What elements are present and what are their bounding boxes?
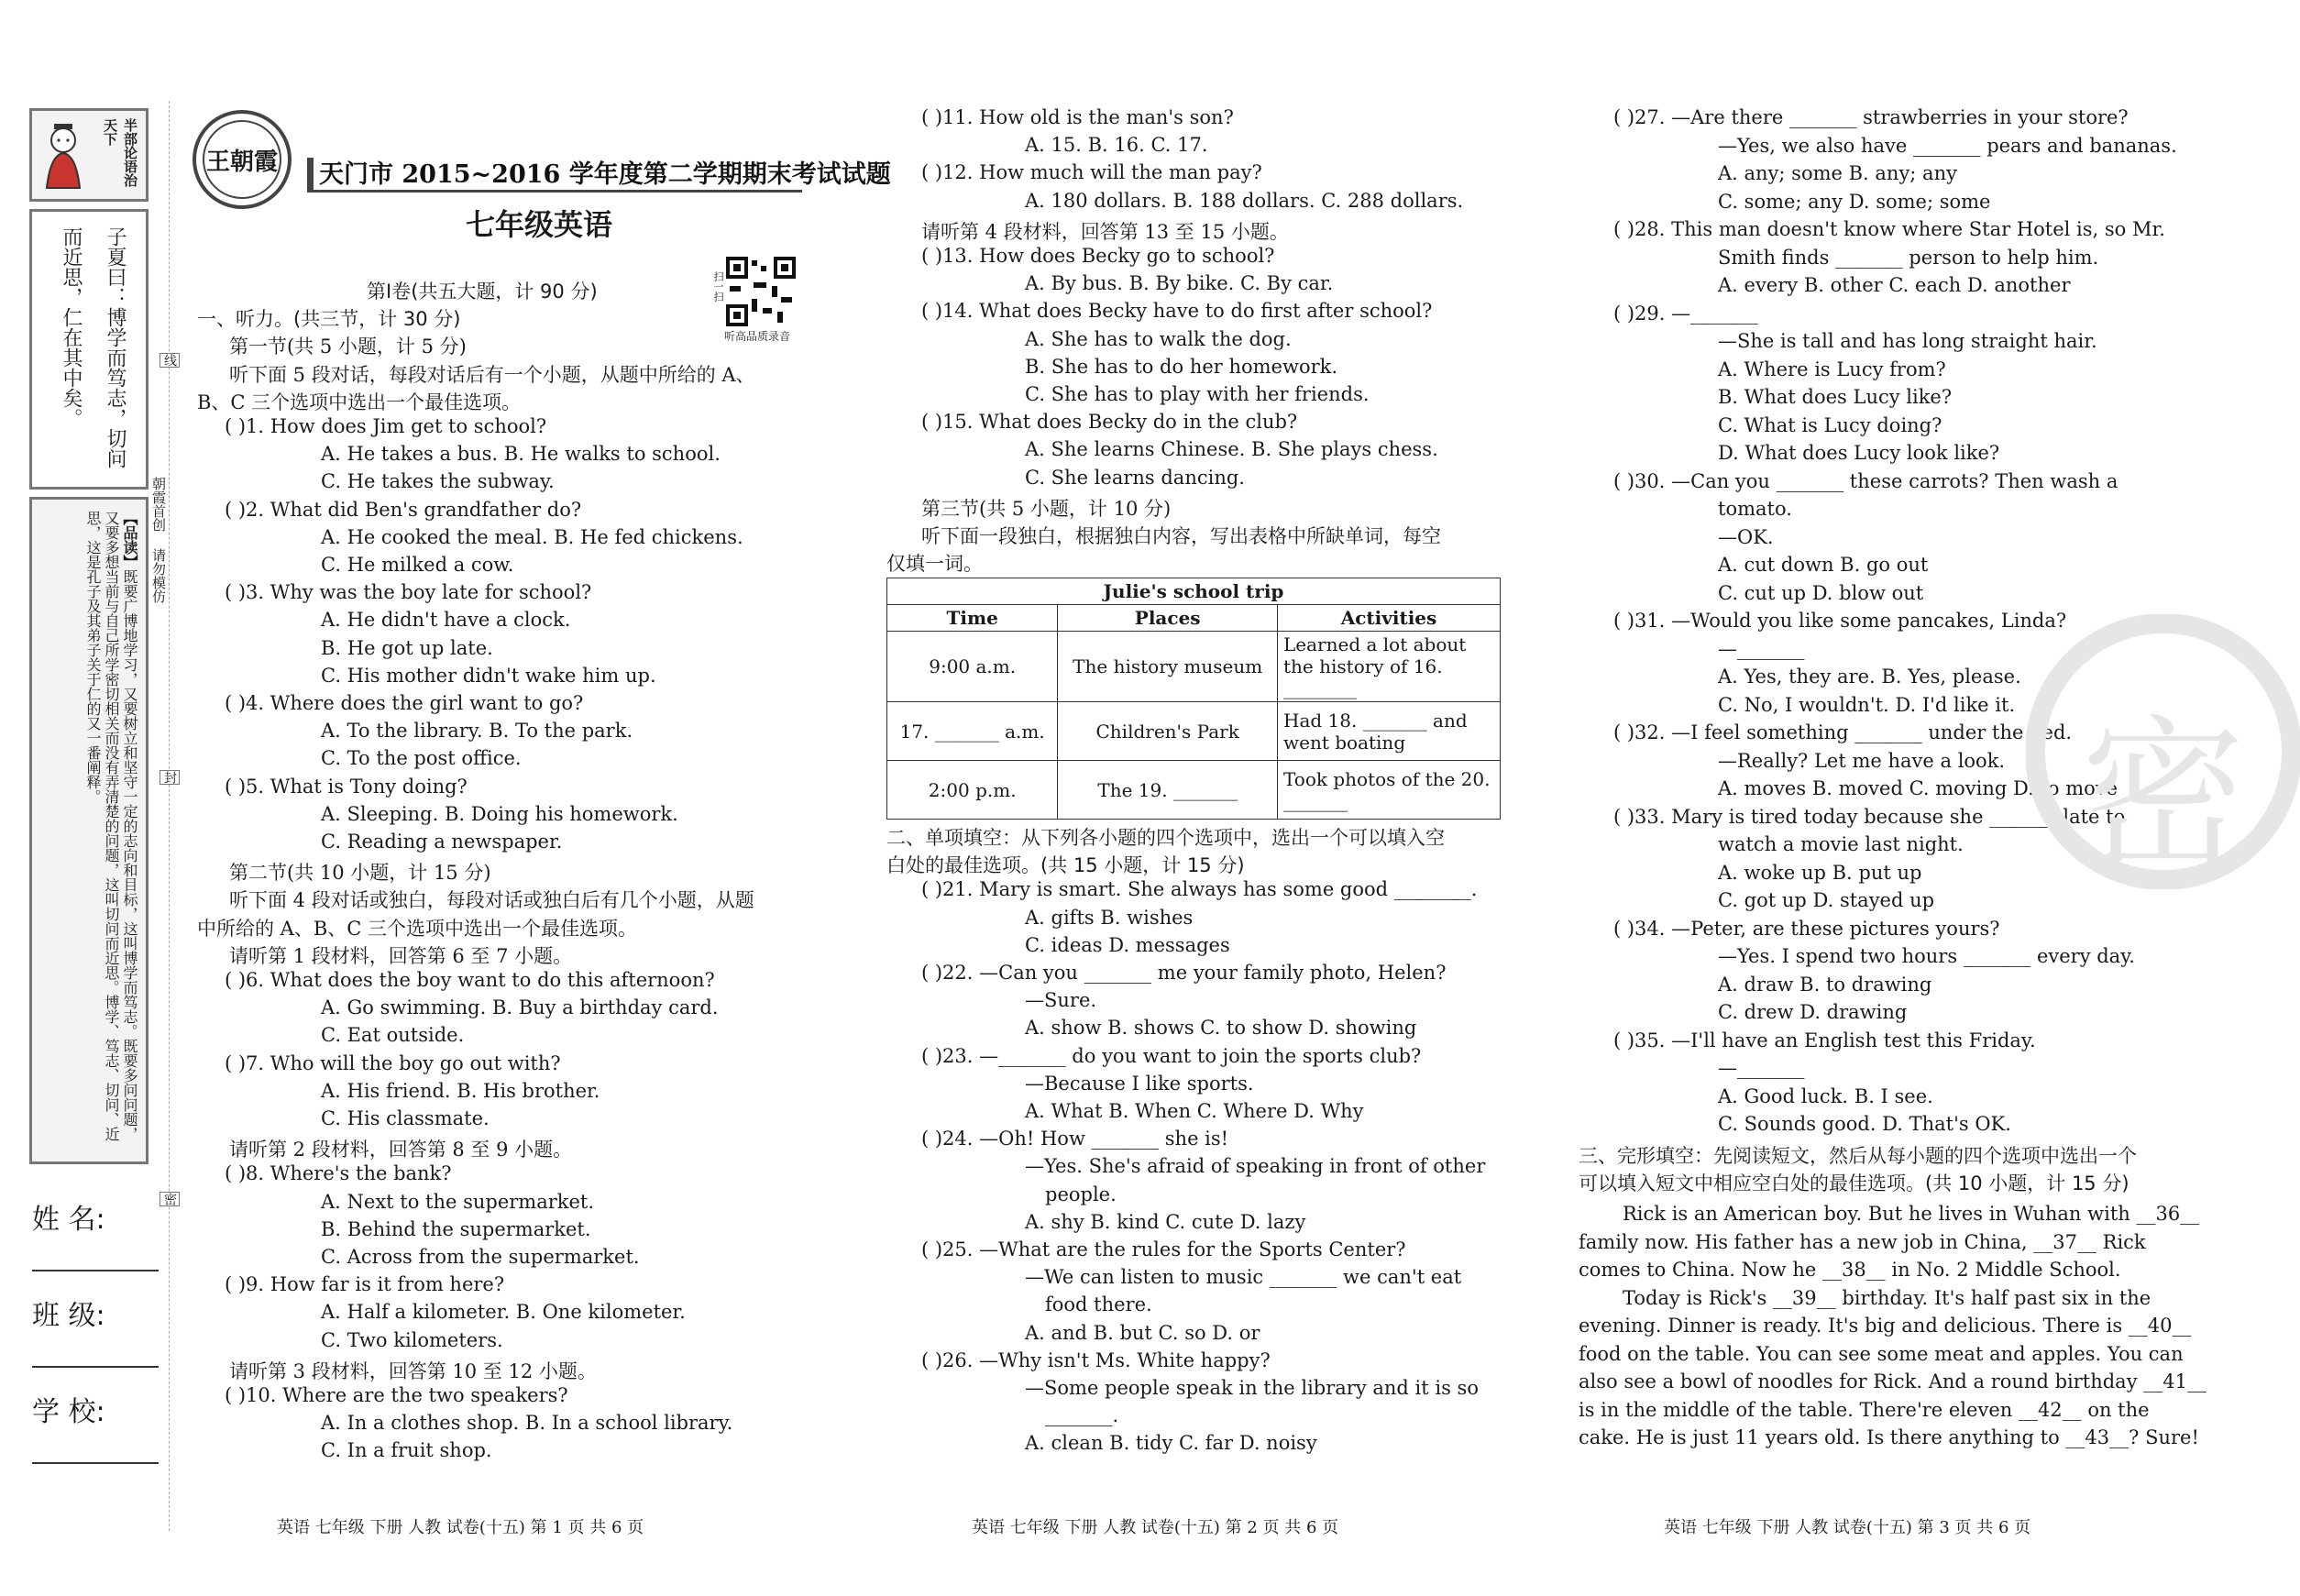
question-line[interactable]: ( )5. What is Tony doing? — [225, 775, 468, 798]
top-badge — [29, 108, 149, 202]
text-line: 请听第 1 段材料，回答第 6 至 7 小题。 — [229, 944, 573, 967]
text-line: C. He takes the subway. — [321, 470, 555, 493]
passage-line: evening. Dinner is ready. It's big and delicious. There is __40__ — [1579, 1315, 2192, 1337]
passage-line: family now. His father has a new job in China, __37__ Rick — [1579, 1230, 2146, 1253]
table-header: Activities — [1278, 605, 1501, 632]
table-cell-blank-18[interactable]: Had 18. _______ and went boating — [1278, 702, 1501, 761]
side-note: 朝霞首创 请勿模仿 — [150, 477, 167, 603]
margin-mark-2: 封 — [160, 770, 180, 785]
text-line: A. cut down B. go out — [1718, 554, 1929, 576]
text-line: 请听第 3 段材料，回答第 10 至 12 小题。 — [229, 1359, 597, 1382]
margin-mark-1: 线 — [160, 353, 180, 368]
passage-line: food on the table. You can see some meat and apples. You can — [1579, 1342, 2184, 1365]
trip-table — [886, 578, 1501, 820]
section-heading: 一、听力。(共三节，计 30 分) — [197, 308, 461, 331]
qr-side-text: 扫一扫 — [712, 271, 724, 302]
table-header: Places — [1058, 605, 1278, 632]
text-line: —Sure. — [1025, 989, 1097, 1012]
table-title: Julie's school trip — [887, 578, 1501, 605]
text-line: C. He milked a cow. — [321, 554, 514, 576]
table-cell: The history museum — [1058, 632, 1278, 702]
text-line: D. What does Lucy look like? — [1718, 442, 2000, 464]
quote-main: 子夏曰：博学而笃志，切问 — [104, 226, 127, 468]
text-line: C. In a fruit shop. — [321, 1439, 492, 1462]
question-line[interactable]: ( )24. —Oh! How _______ she is! — [921, 1128, 1229, 1150]
table-cell: 2:00 p.m. — [887, 761, 1058, 820]
comment-box — [29, 497, 149, 1164]
text-line: A. What B. When C. Where D. Why — [1025, 1100, 1364, 1122]
text-line: C. Eat outside. — [321, 1024, 465, 1047]
text-line: A. His friend. B. His brother. — [321, 1079, 600, 1102]
table-cell: 9:00 a.m. — [887, 632, 1058, 702]
text-line: A. He takes a bus. B. He walks to school. — [321, 443, 721, 466]
exam-title: 天门市 2015~2016 学年度第二学期期末考试试题 — [314, 154, 897, 190]
comment-body: 既要广博地学习，又要树立和坚守一定的志向和目标，这叫博学而笃志。既要多问问题，又要多想当前与自己所学密切相关而没有弄清楚的问题，这叫切问而近思。博学、笃志、切问、近思，这是孔子及其弟子关于仁的又一番阐释。 — [84, 511, 138, 1141]
question-line[interactable]: ( )7. Who will the boy go out with? — [225, 1051, 561, 1074]
text-line: C. Sounds good. D. That's OK. — [1718, 1113, 2011, 1135]
question-line[interactable]: ( )21. Mary is smart. She always has some good ________. — [921, 878, 1478, 901]
text-line: 请听第 4 段材料，回答第 13 至 15 小题。 — [921, 220, 1289, 243]
text-line: 第二节(共 10 小题，计 15 分) — [229, 862, 491, 885]
text-line: C. cut up D. blow out — [1718, 581, 1924, 604]
text-line: A. show B. shows C. to show D. showing — [1025, 1017, 1417, 1040]
qr-code-icon[interactable] — [726, 257, 796, 326]
name-field[interactable] — [32, 1270, 159, 1271]
text-line: A. Go swimming. B. Buy a birthday card. — [321, 996, 719, 1019]
text-line: —She is tall and has long straight hair. — [1718, 330, 2097, 352]
text-line: —_______ — [1718, 637, 1805, 660]
text-line: 第一节(共 5 小题，计 5 分) — [229, 336, 467, 358]
question-line[interactable]: ( )6. What does the boy want to do this afternoon? — [225, 969, 715, 991]
confucius-icon — [38, 120, 89, 190]
text-line: —Yes. She's afraid of speaking in front of other — [1025, 1155, 1486, 1178]
text-line: A. Next to the supermarket. — [321, 1190, 595, 1213]
text-line: A. Half a kilometer. B. One kilometer. — [321, 1301, 686, 1324]
text-line: C. She has to play with her friends. — [1025, 383, 1370, 405]
text-line: A. and B. but C. so D. or — [1025, 1321, 1260, 1344]
passage-line: Rick is an American boy. But he lives in Wuhan with __36__ — [1623, 1203, 2200, 1225]
question-line[interactable]: ( )9. How far is it from here? — [225, 1273, 505, 1296]
question-line[interactable]: ( )29. —_______ — [1613, 302, 1758, 325]
table-cell-blank-20[interactable]: Took photos of the 20. _______ — [1278, 761, 1501, 820]
text-line: 中所给的 A、B、C 三个选项中选出一个最佳选项。 — [197, 917, 638, 940]
comment-label: 【品读】 — [121, 511, 138, 569]
text-line: _______. — [1045, 1404, 1119, 1427]
text-line: 听下面 5 段对话，每段对话后有一个小题，从题中所给的 A、 — [229, 363, 755, 386]
table-header: Time — [887, 605, 1058, 632]
passage-line: is in the middle of the table. There're eleven __42__ on the — [1579, 1398, 2150, 1421]
text-line: food there. — [1045, 1293, 1152, 1316]
text-line: A. She learns Chinese. B. She plays chess. — [1025, 438, 1438, 461]
text-line: C. Reading a newspaper. — [321, 831, 563, 853]
table-cell-blank-17[interactable]: 17. _______ a.m. — [887, 702, 1058, 761]
quote-cont: 而近思，仁在其中矣。 — [60, 226, 83, 428]
text-line: —OK. — [1718, 525, 1774, 548]
question-line[interactable]: ( )2. What did Ben's grandfather do? — [225, 498, 582, 521]
text-line: C. To the post office. — [321, 747, 522, 770]
text-line: A. 15. B. 16. C. 17. — [1025, 134, 1208, 157]
brand-logo — [191, 108, 293, 211]
footer-page-3: 英语 七年级 下册 人教 试卷(十五) 第 3 页 共 6 页 — [1664, 1518, 2031, 1537]
text-line: A. Yes, they are. B. Yes, please. — [1718, 666, 2021, 688]
comment-text — [83, 511, 138, 1152]
text-line: A. Good luck. B. I see. — [1718, 1084, 1933, 1107]
question-line[interactable]: ( )31. —Would you like some pancakes, Linda? — [1613, 610, 2067, 632]
margin-mark-3: 密 — [160, 1192, 180, 1206]
section-heading: 可以填入短文中相应空白处的最佳选项。(共 10 小题，计 15 分) — [1579, 1172, 2129, 1194]
text-line: 听下面一段独白，根据独白内容，写出表格中所缺单词，每空 — [921, 525, 1441, 547]
text-line: 第三节(共 5 小题，计 10 分) — [921, 497, 1172, 520]
question-line[interactable]: ( )28. This man doesn't know where Star Hotel is, so Mr. — [1613, 218, 2165, 240]
text-line: A. By bus. B. By bike. C. By car. — [1025, 272, 1334, 295]
passage-line: also see a bowl of noodles for Rick. And a round birthday __41__ — [1579, 1370, 2206, 1392]
text-line: Smith finds _______ person to help him. — [1718, 246, 2099, 269]
text-line: 仅填一词。 — [886, 553, 983, 576]
text-line: C. What is Lucy doing? — [1718, 413, 1942, 436]
question-line[interactable]: ( )25. —What are the rules for the Sports Center? — [921, 1238, 1406, 1260]
text-line: A. He cooked the meal. B. He fed chickens. — [321, 525, 743, 548]
text-line: —Yes, we also have _______ pears and bananas. — [1718, 134, 2177, 157]
passage-line: comes to China. Now he __38__ in No. 2 Middle School. — [1579, 1259, 2121, 1281]
question-line[interactable]: ( )11. How old is the man's son? — [921, 106, 1234, 128]
text-line: A. He didn't have a clock. — [321, 609, 571, 632]
table-cell-blank-19[interactable]: The 19. _______ — [1058, 761, 1278, 820]
section-heading: 白处的最佳选项。(共 15 小题，计 15 分) — [886, 854, 1245, 877]
class-field[interactable] — [32, 1366, 159, 1368]
text-line: A. shy B. kind C. cute D. lazy — [1025, 1210, 1306, 1233]
watermark-seal-icon — [2026, 614, 2300, 893]
text-line: A. To the library. B. To the park. — [321, 720, 633, 743]
section-heading: 二、单项填空：从下列各小题的四个选项中，选出一个可以填入空 — [886, 827, 1445, 849]
text-line: A. draw B. to drawing — [1718, 973, 1932, 996]
text-line: C. No, I wouldn't. D. I'd like it. — [1718, 693, 2016, 716]
text-line: B. He got up late. — [321, 636, 493, 659]
text-line: —Because I like sports. — [1025, 1072, 1254, 1095]
class-label: 班 级: — [32, 1300, 105, 1332]
question-line[interactable]: ( )26. —Why isn't Ms. White happy? — [921, 1348, 1271, 1371]
text-line: A. Sleeping. B. Doing his homework. — [321, 802, 678, 825]
text-line: A. any; some B. any; any — [1718, 162, 1957, 184]
question-line[interactable]: ( )13. How does Becky go to school? — [921, 245, 1275, 267]
text-line: B、C 三个选项中选出一个最佳选项。 — [197, 391, 522, 413]
cut-line — [169, 101, 170, 1531]
question-line[interactable]: ( )4. Where does the girl want to go? — [225, 692, 584, 714]
question-line[interactable]: ( )35. —I'll have an English test this Friday. — [1613, 1029, 2036, 1051]
question-line[interactable]: ( )14. What does Becky have to do first after school? — [921, 300, 1433, 323]
text-line: A. moves B. moved C. moving D. to move — [1718, 777, 2118, 799]
question-line[interactable]: ( )34. —Peter, are these pictures yours? — [1613, 917, 2000, 940]
quote-box — [29, 209, 149, 490]
question-line[interactable]: ( )22. —Can you _______ me your family photo, Helen? — [921, 962, 1447, 984]
text-line: —Yes. I spend two hours _______ every day. — [1718, 945, 2135, 967]
question-line[interactable]: ( )12. How much will the man pay? — [921, 161, 1262, 184]
text-line: tomato. — [1718, 498, 1792, 520]
question-line[interactable]: ( )15. What does Becky do in the club? — [921, 411, 1298, 434]
question-line[interactable]: ( )3. Why was the boy late for school? — [225, 581, 592, 604]
left-strip — [29, 108, 149, 1162]
question-line[interactable]: ( )23. —_______ do you want to join the sports club? — [921, 1044, 1422, 1067]
footer-page-1: 英语 七年级 下册 人教 试卷(十五) 第 1 页 共 6 页 — [277, 1518, 644, 1537]
question-line[interactable]: ( )30. —Can you _______ these carrots? Then wash a — [1613, 469, 2118, 492]
section-heading: 第Ⅰ卷(共五大题，计 90 分) — [367, 281, 598, 303]
table-cell: Children's Park — [1058, 702, 1278, 761]
brand-name: 王朝霞 — [205, 149, 278, 176]
name-label: 姓 名: — [32, 1204, 105, 1236]
text-line: —We can listen to music _______ we can't eat — [1025, 1266, 1462, 1289]
text-line: A. woke up B. put up — [1718, 861, 1922, 884]
text-line: —_______ — [1718, 1057, 1805, 1079]
question-line[interactable]: ( )1. How does Jim get to school? — [225, 415, 547, 437]
text-line: B. What does Lucy like? — [1718, 386, 1953, 408]
passage-line: Today is Rick's __39__ birthday. It's half past six in the — [1623, 1286, 2151, 1309]
text-line: —Some people speak in the library and it is so — [1025, 1377, 1479, 1399]
table-cell-blank-16[interactable]: Learned a lot about the history of 16. ________ — [1278, 632, 1501, 702]
text-line: C. His classmate. — [321, 1107, 490, 1129]
text-line: 听下面 4 段对话或独白，每段对话或独白后有几个小题，从题 — [229, 889, 754, 912]
text-line: A. Where is Lucy from? — [1718, 358, 1946, 380]
school-field[interactable] — [32, 1462, 159, 1464]
text-line: C. some; any D. some; some — [1718, 190, 1991, 213]
text-line: —Really? Let me have a look. — [1718, 749, 2006, 772]
question-line[interactable]: ( )10. Where are the two speakers? — [225, 1384, 568, 1406]
qr-caption: 听高品质录音 — [724, 330, 791, 343]
text-line: A. 180 dollars. B. 188 dollars. C. 288 dollars. — [1025, 189, 1464, 212]
text-line: C. She learns dancing. — [1025, 466, 1245, 489]
text-line: B. Behind the supermarket. — [321, 1217, 591, 1240]
question-line[interactable]: ( )8. Where's the bank? — [225, 1162, 452, 1185]
text-line: people. — [1045, 1183, 1117, 1205]
text-line: A. clean B. tidy C. far D. noisy — [1025, 1432, 1317, 1455]
watermark-text: 密 — [2081, 701, 2247, 893]
footer-page-2: 英语 七年级 下册 人教 试卷(十五) 第 2 页 共 6 页 — [972, 1518, 1339, 1537]
text-line: 请听第 2 段材料，回答第 8 至 9 小题。 — [229, 1139, 573, 1161]
text-line: C. got up D. stayed up — [1718, 889, 1935, 911]
passage-line: cake. He is just 11 years old. Is there anything to __43__? Sure! — [1579, 1426, 2199, 1448]
school-label: 学 校: — [32, 1396, 105, 1428]
text-line: B. She has to do her homework. — [1025, 355, 1338, 378]
text-line: A. She has to walk the dog. — [1025, 327, 1292, 350]
question-line[interactable]: ( )27. —Are there _______ strawberries in your store? — [1613, 106, 2129, 128]
text-line: C. ideas D. messages — [1025, 933, 1230, 956]
text-line: C. Two kilometers. — [321, 1328, 503, 1351]
text-line: C. drew D. drawing — [1718, 1001, 1908, 1023]
text-line: A. every B. other C. each D. another — [1718, 274, 2071, 296]
question-line[interactable]: ( )33. Mary is tired today because she _______ late to — [1613, 805, 2126, 828]
question-line[interactable]: ( )32. —I feel something _______ under the bed. — [1613, 721, 2073, 743]
exam-subtitle: 七年级英语 — [466, 207, 613, 242]
text-line: C. His mother didn't wake him up. — [321, 664, 656, 687]
text-line: A. In a clothes shop. B. In a school library. — [321, 1412, 733, 1435]
text-line: watch a movie last night. — [1718, 833, 1964, 855]
text-line: A. gifts B. wishes — [1025, 906, 1194, 929]
section-heading: 三、完形填空：先阅读短文，然后从每小题的四个选项中选出一个 — [1579, 1144, 2137, 1167]
text-line: C. Across from the supermarket. — [321, 1246, 640, 1268]
strip-top-text: 半部论语治天下 — [102, 118, 138, 187]
